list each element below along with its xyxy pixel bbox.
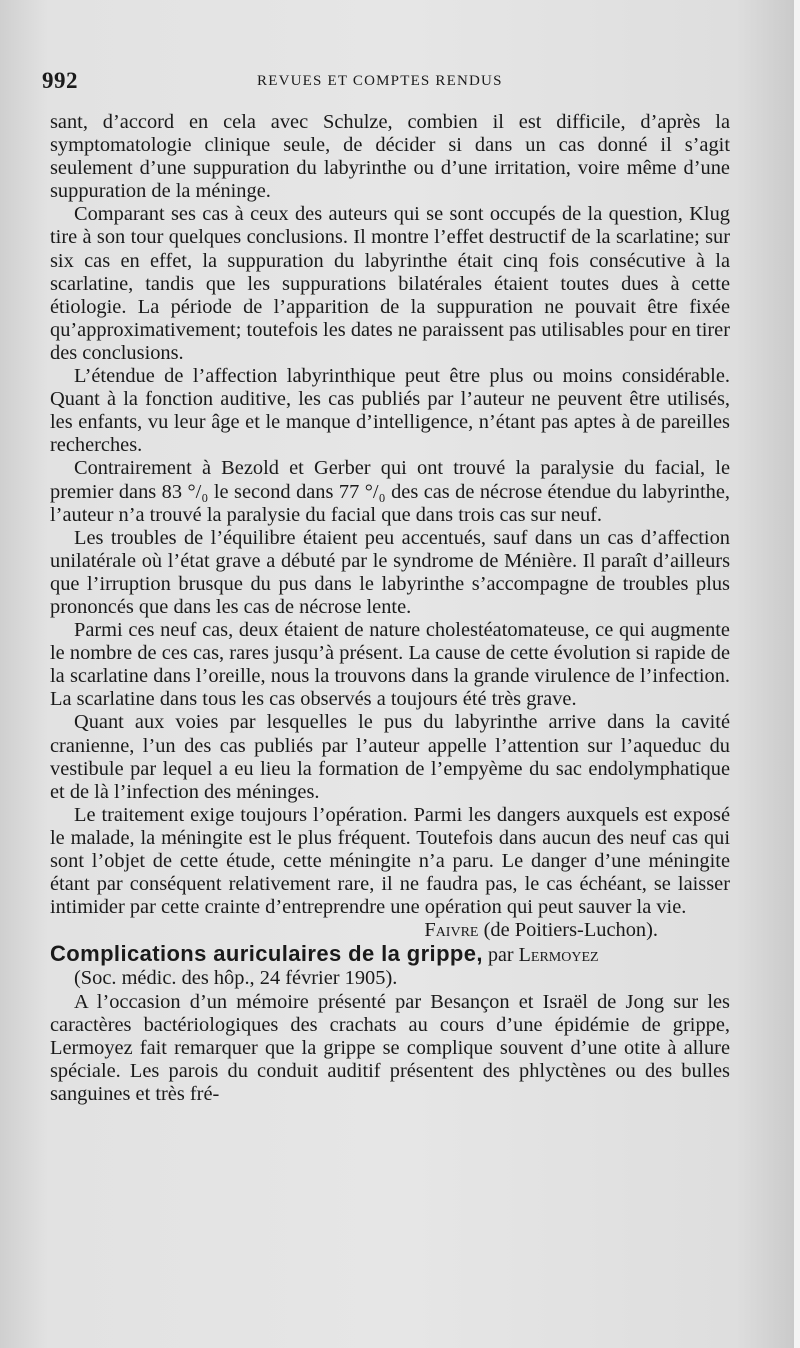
article-by: par [488,944,514,967]
paragraph-4: Contrairement à Bezold et Gerber qui ont trouvé la paralysie du facial, le premier dans 83 °/₀ le second dans 77 °/₀ des cas de nécrose étendue du labyrinthe, l’auteur n’a trouvé la paralysie du facial que dans trois cas sur neuf. [50,457,730,526]
article-heading [50,942,730,967]
signature-place: (de Poitiers-Luchon). [483,919,658,942]
page-number: 992 [42,68,78,93]
article-text: A l’occasion d’un mémoire présenté par Besançon et Israël de Jong sur les caractères bactériologiques des crachats au cours d’une épidémie de grippe, Lermoyez fait remarquer que la grippe se complique souvent d’une otite à allure spéciale. Les parois du conduit auditif présentent des phlyctènes ou des bulles sanguines et très fré- [50,990,730,1105]
paragraph-8: Le traitement exige toujours l’opération. Parmi les dangers auxquels est exposé le malade, la méningite est le plus fréquent. Toutefois dans aucun des neuf cas qui sont l’objet de cette étude, cette méningite n’a paru. Le danger d’une méningite étant par conséquent relativement rare, il ne faudra pas, le cas échéant, se laisser intimider par cette crainte d’entreprendre une opération qui peut sauver la vie. [50,803,730,919]
article-title: Complications auriculaires de la grippe, [50,941,483,967]
paragraph-2: Comparant ses cas à ceux des auteurs qui se sont occupés de la question, Klug tire à son tour quelques conclusions. Il montre l’effet destructif de la scarlatine; sur six cas en effet, la suppuration du labyrinthe était cinq fois consécutive à la scarlatine, tandis que les suppurations bilatérales étaient toutes dues à cette étiologie. La période de l’apparition de la suppuration ne pouvait être fixée qu’approximativement; toutefois les dates ne paraissent pas utilisables pour en tirer des conclusions. [50,203,730,364]
running-head: REVUES ET COMPTES RENDUS [257,73,503,89]
article-source: (Soc. médic. des hôp., 24 février 1905). [74,967,398,990]
page-edge [794,0,800,1348]
paragraph-7: Quant aux voies par lesquelles le pus du labyrinthe arrive dans la cavité cranienne, l’un des cas publiés par l’auteur appelle l’attention sur l’aqueduc du vestibule par lequel a eu lieu la formation de l’empyème du sac endolymphatique et de là l’infection des méninges. [50,711,730,803]
article-author: Lermoyez [518,944,599,967]
paragraph-3: L’étendue de l’affection labyrinthique peut être plus ou moins considérable. Quant à la fonction auditive, les cas publiés par l’auteur ne peuvent être utilisés, les enfants, vu leur âge et le manque d’intelligence, n’étant pas aptes à de pareilles recherches. [50,365,730,457]
paragraph-5: Les troubles de l’équilibre étaient peu accentués, sauf dans un cas d’affection unilatérale où l’état grave a débuté par le syndrome de Ménière. Il paraît d’ailleurs que l’irruption brusque du pus dans le labyrinthe s’accompagne de troubles plus prononcés que dans les cas de nécrose lente. [50,526,730,618]
signature [50,919,730,942]
paragraph-1: sant, d’accord en cela avec Schulze, combien il est difficile, d’après la symptomatologie clinique seule, de décider si dans un cas donné il s’agit seulement d’une suppuration du labyrinthe ou d’une irritation, voire même d’une suppuration de la méninge. [50,111,730,203]
paragraph-6: Parmi ces neuf cas, deux étaient de nature cholestéatomateuse, ce qui augmente le nombre de ces cas, rares jusqu’à présent. La cause de cette évolution si rapide de la scarlatine dans l’oreille, nous la trouvons dans la grande virulence de l’infection. La scarlatine dans tous les cas observés a toujours été très grave. [50,619,730,711]
signature-name: Faivre [424,919,479,942]
body-text [50,111,730,1106]
page-header [42,68,732,98]
